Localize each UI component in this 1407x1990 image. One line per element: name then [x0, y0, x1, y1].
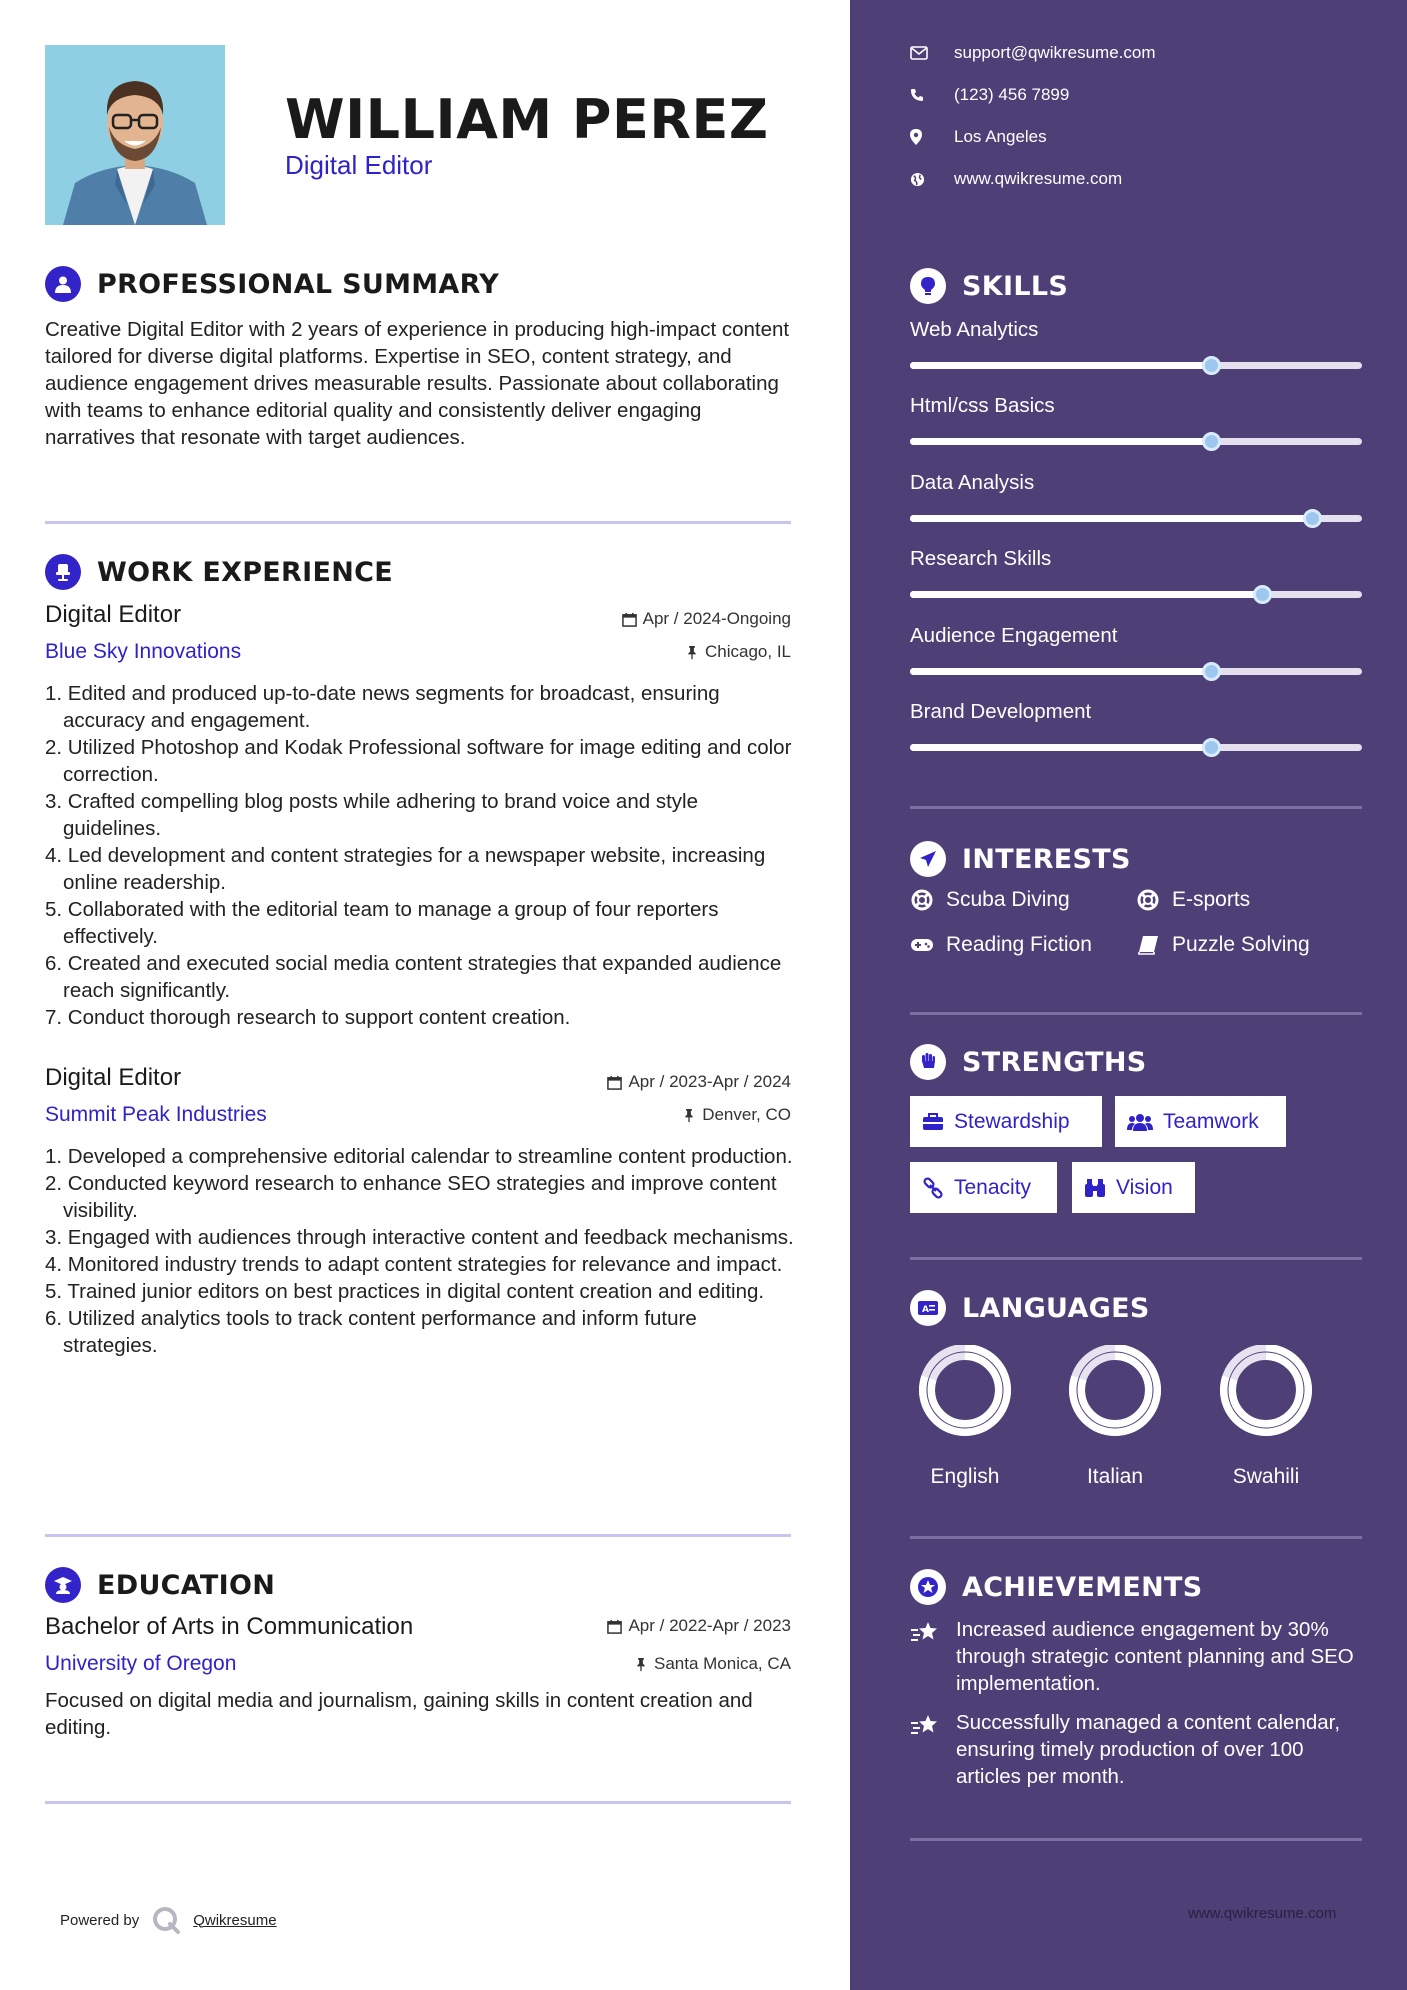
job-dates [622, 609, 791, 629]
list-item: 1. Developed a comprehensive editorial calendar to streamline content production. [45, 1145, 793, 1168]
section-divider [910, 1012, 1362, 1015]
list-item: 3. Crafted compelling blog posts while adhering to brand voice and style guidelines. [45, 790, 698, 840]
paper-plane-icon [910, 841, 946, 877]
language-label: Italian [1086, 1465, 1144, 1488]
shooting-star-icon [910, 1709, 942, 1790]
achievement-text: Successfully managed a content calendar, ensuring timely production of over 100 articles per month. [956, 1711, 1341, 1788]
skill-label: Data Analysis [910, 470, 1035, 494]
experience-heading [45, 554, 393, 590]
job-location [685, 642, 791, 662]
shooting-star-icon [910, 1616, 942, 1697]
education-dates [607, 1616, 791, 1636]
list-item: 4. Led development and content strategies for a newspaper website, increasing online readership. [45, 844, 766, 894]
skill-bar-fill [910, 438, 1211, 445]
skill-bar-fill [910, 744, 1211, 751]
skill-label: Web Analytics [910, 318, 1039, 341]
language-ring-outline [1077, 1352, 1153, 1428]
job-location-text: Chicago, IL [705, 642, 791, 661]
skills-title: SKILLS [962, 270, 1069, 302]
pin-icon [634, 1657, 648, 1672]
strength-label: Vision [1116, 1175, 1173, 1199]
strength-tag [910, 1162, 1057, 1213]
globe-icon [910, 172, 938, 187]
language-label: Swahili [1232, 1465, 1300, 1488]
job-dates-text: Apr / 2023-Apr / 2024 [628, 1072, 791, 1091]
skill-label: Html/css Basics [910, 394, 1055, 418]
skill-bar-fill [910, 515, 1312, 522]
powered-by [60, 1905, 277, 1935]
contact-phone[interactable] [910, 85, 1069, 105]
language-ring-outline [927, 1352, 1003, 1428]
languages-title: LANGUAGES [962, 1292, 1150, 1324]
education-dates-text: Apr / 2022-Apr / 2023 [628, 1616, 791, 1635]
fist-icon [910, 1044, 946, 1080]
achievements-heading [910, 1569, 1203, 1605]
section-divider [910, 1838, 1362, 1841]
interest-label: E-sports [1172, 888, 1251, 911]
education-location [634, 1654, 791, 1674]
achievements-title: ACHIEVEMENTS [962, 1571, 1203, 1603]
section-divider [910, 1257, 1362, 1260]
interest-item [910, 888, 1070, 912]
language-card-icon [910, 1290, 946, 1326]
skill-level-knob [1202, 738, 1221, 757]
skill-label: Brand Development [910, 700, 1092, 723]
briefcase-icon [922, 1113, 944, 1131]
list-item: 1. Edited and produced up-to-date news segments for broadcast, ensuring accuracy and engagement. [45, 682, 720, 732]
language-item [915, 1345, 1015, 1488]
binoculars-icon [1084, 1178, 1106, 1198]
language-label: English [930, 1465, 1000, 1488]
strengths-heading [910, 1044, 1147, 1080]
job-title: Digital Editor [45, 1064, 182, 1091]
calendar-icon [607, 1075, 622, 1090]
strengths-title: STRENGTHS [962, 1046, 1147, 1078]
interest-item [910, 933, 1092, 957]
job-title: Digital Editor [45, 601, 182, 628]
education-description: Focused on digital media and journalism, gaining skills in content creation and editing. [45, 1689, 753, 1739]
gamepad-icon [910, 933, 934, 957]
section-divider [45, 1801, 791, 1804]
skill-bar-fill [910, 591, 1262, 598]
experience-title: WORK EXPERIENCE [97, 556, 393, 588]
footer-website[interactable]: www.qwikresume.com [1188, 1905, 1337, 1922]
graduate-icon [45, 1567, 81, 1603]
job-duties-list [45, 1143, 795, 1359]
pin-icon [685, 645, 699, 660]
user-icon [45, 266, 81, 302]
job-company: Blue Sky Innovations [45, 640, 242, 663]
section-divider [45, 521, 791, 524]
summary-heading [45, 266, 499, 302]
users-icon [1127, 1112, 1153, 1132]
job-dates [607, 1072, 791, 1092]
location-pin-icon [910, 129, 938, 145]
office-chair-icon [45, 554, 81, 590]
phone-icon [910, 88, 938, 102]
strength-tag [910, 1096, 1102, 1147]
contact-location [910, 127, 1047, 147]
list-item: 5. Collaborated with the editorial team to manage a group of four reporters effectively. [45, 898, 719, 948]
skill-level-knob [1202, 432, 1221, 451]
job-duties-list [45, 680, 795, 1031]
link-icon [922, 1177, 944, 1199]
strength-label: Teamwork [1163, 1109, 1259, 1133]
envelope-icon [910, 46, 938, 60]
candidate-name: WILLIAM PEREZ [285, 88, 769, 151]
job-company: Summit Peak Industries [45, 1103, 267, 1126]
section-divider [910, 806, 1362, 809]
skill-bar [910, 668, 1362, 675]
interest-item [1136, 888, 1250, 912]
language-level-ring [1216, 1345, 1316, 1445]
candidate-title: Digital Editor [285, 150, 433, 180]
skill-bar [910, 744, 1362, 751]
strength-label: Stewardship [954, 1109, 1070, 1133]
achievement-item [910, 1616, 1362, 1697]
skill-label: Research Skills [910, 547, 1052, 571]
list-item: 3. Engaged with audiences through interactive content and feedback mechanisms. [45, 1226, 794, 1249]
skill-bar-fill [910, 668, 1211, 675]
lifebuoy-icon [1136, 888, 1160, 912]
list-item: 2. Conducted keyword research to enhance SEO strategies and improve content visibility. [45, 1172, 777, 1222]
qwikresume-logo-icon [151, 1905, 181, 1935]
language-level-ring [1065, 1345, 1165, 1445]
skill-bar [910, 591, 1362, 598]
strength-label: Tenacity [954, 1175, 1032, 1199]
contact-location-text: Los Angeles [954, 127, 1047, 146]
language-item [1065, 1345, 1165, 1488]
lifebuoy-icon [910, 888, 934, 912]
interests-title: INTERESTS [962, 843, 1131, 875]
education-location-text: Santa Monica, CA [653, 1654, 791, 1673]
qwikresume-link[interactable]: Qwikresume [193, 1911, 277, 1929]
list-item: 6. Created and executed social media content strategies that expanded audience reach significantly. [45, 952, 782, 1002]
strength-tag [1072, 1162, 1195, 1213]
language-level-ring [915, 1345, 1015, 1445]
interest-item [1136, 933, 1310, 957]
strength-tag [1115, 1096, 1286, 1147]
languages-heading [910, 1290, 1150, 1326]
job-location-text: Denver, CO [702, 1105, 791, 1124]
skill-bar-fill [910, 362, 1211, 369]
achievement-text: Increased audience engagement by 30% through strategic content planning and SEO implementation. [956, 1618, 1354, 1695]
list-item: 5. Trained junior editors on best practices in digital content creation and editing. [45, 1280, 765, 1303]
list-item: 4. Monitored industry trends to adapt content strategies for relevance and impact. [45, 1253, 783, 1276]
summary-text: Creative Digital Editor with 2 years of experience in producing high-impact content tailored for diverse digital platforms. Expertise in SEO, content strategy, and audience engagement drives measurable results. Passionate about collaborating with teams to enhance editorial quality and consistently deliver engaging narratives that resonate with target audiences. [45, 318, 790, 449]
contact-email[interactable] [910, 43, 1156, 63]
skill-bar [910, 515, 1362, 522]
lightbulb-icon [910, 268, 946, 304]
achievement-item [910, 1709, 1362, 1790]
interest-label: Reading Fiction [946, 933, 1092, 956]
book-icon [1136, 933, 1160, 957]
pin-icon [682, 1108, 696, 1123]
skill-level-knob [1253, 585, 1272, 604]
list-item: 2. Utilized Photoshop and Kodak Professional software for image editing and color correction. [45, 736, 792, 786]
contact-email-text: support@qwikresume.com [954, 43, 1156, 62]
job-location [682, 1105, 791, 1125]
interest-label: Puzzle Solving [1172, 933, 1310, 956]
skill-bar [910, 438, 1362, 445]
skill-level-knob [1202, 356, 1221, 375]
skill-level-knob [1202, 662, 1221, 681]
school-name: University of Oregon [45, 1652, 237, 1675]
profile-photo [45, 45, 225, 225]
contact-website-text: www.qwikresume.com [954, 169, 1123, 188]
star-badge-icon [910, 1569, 946, 1605]
section-divider [910, 1536, 1362, 1539]
section-divider [45, 1534, 791, 1537]
list-item: 6. Utilized analytics tools to track content performance and inform future strategies. [45, 1307, 697, 1357]
language-item [1216, 1345, 1316, 1488]
language-ring-outline [1228, 1352, 1304, 1428]
calendar-icon [607, 1619, 622, 1634]
job-dates-text: Apr / 2024-Ongoing [642, 609, 791, 628]
education-heading [45, 1567, 275, 1603]
skill-label: Audience Engagement [910, 623, 1118, 647]
svg-text:A: A [922, 1305, 929, 1315]
education-title: EDUCATION [97, 1569, 276, 1601]
contact-phone-text: (123) 456 7899 [954, 85, 1070, 104]
contact-website[interactable] [910, 169, 1122, 189]
calendar-icon [622, 612, 637, 627]
summary-title: PROFESSIONAL SUMMARY [97, 268, 500, 300]
list-item: 7. Conduct thorough research to support content creation. [45, 1006, 571, 1029]
powered-by-label: Powered by [60, 1911, 140, 1929]
sidebar [850, 0, 1407, 1990]
skills-heading [910, 268, 1068, 304]
interests-heading [910, 841, 1131, 877]
interest-label: Scuba Diving [946, 888, 1070, 911]
skill-level-knob [1303, 509, 1322, 528]
degree-title: Bachelor of Arts in Communication [45, 1613, 414, 1640]
skill-bar [910, 362, 1362, 369]
